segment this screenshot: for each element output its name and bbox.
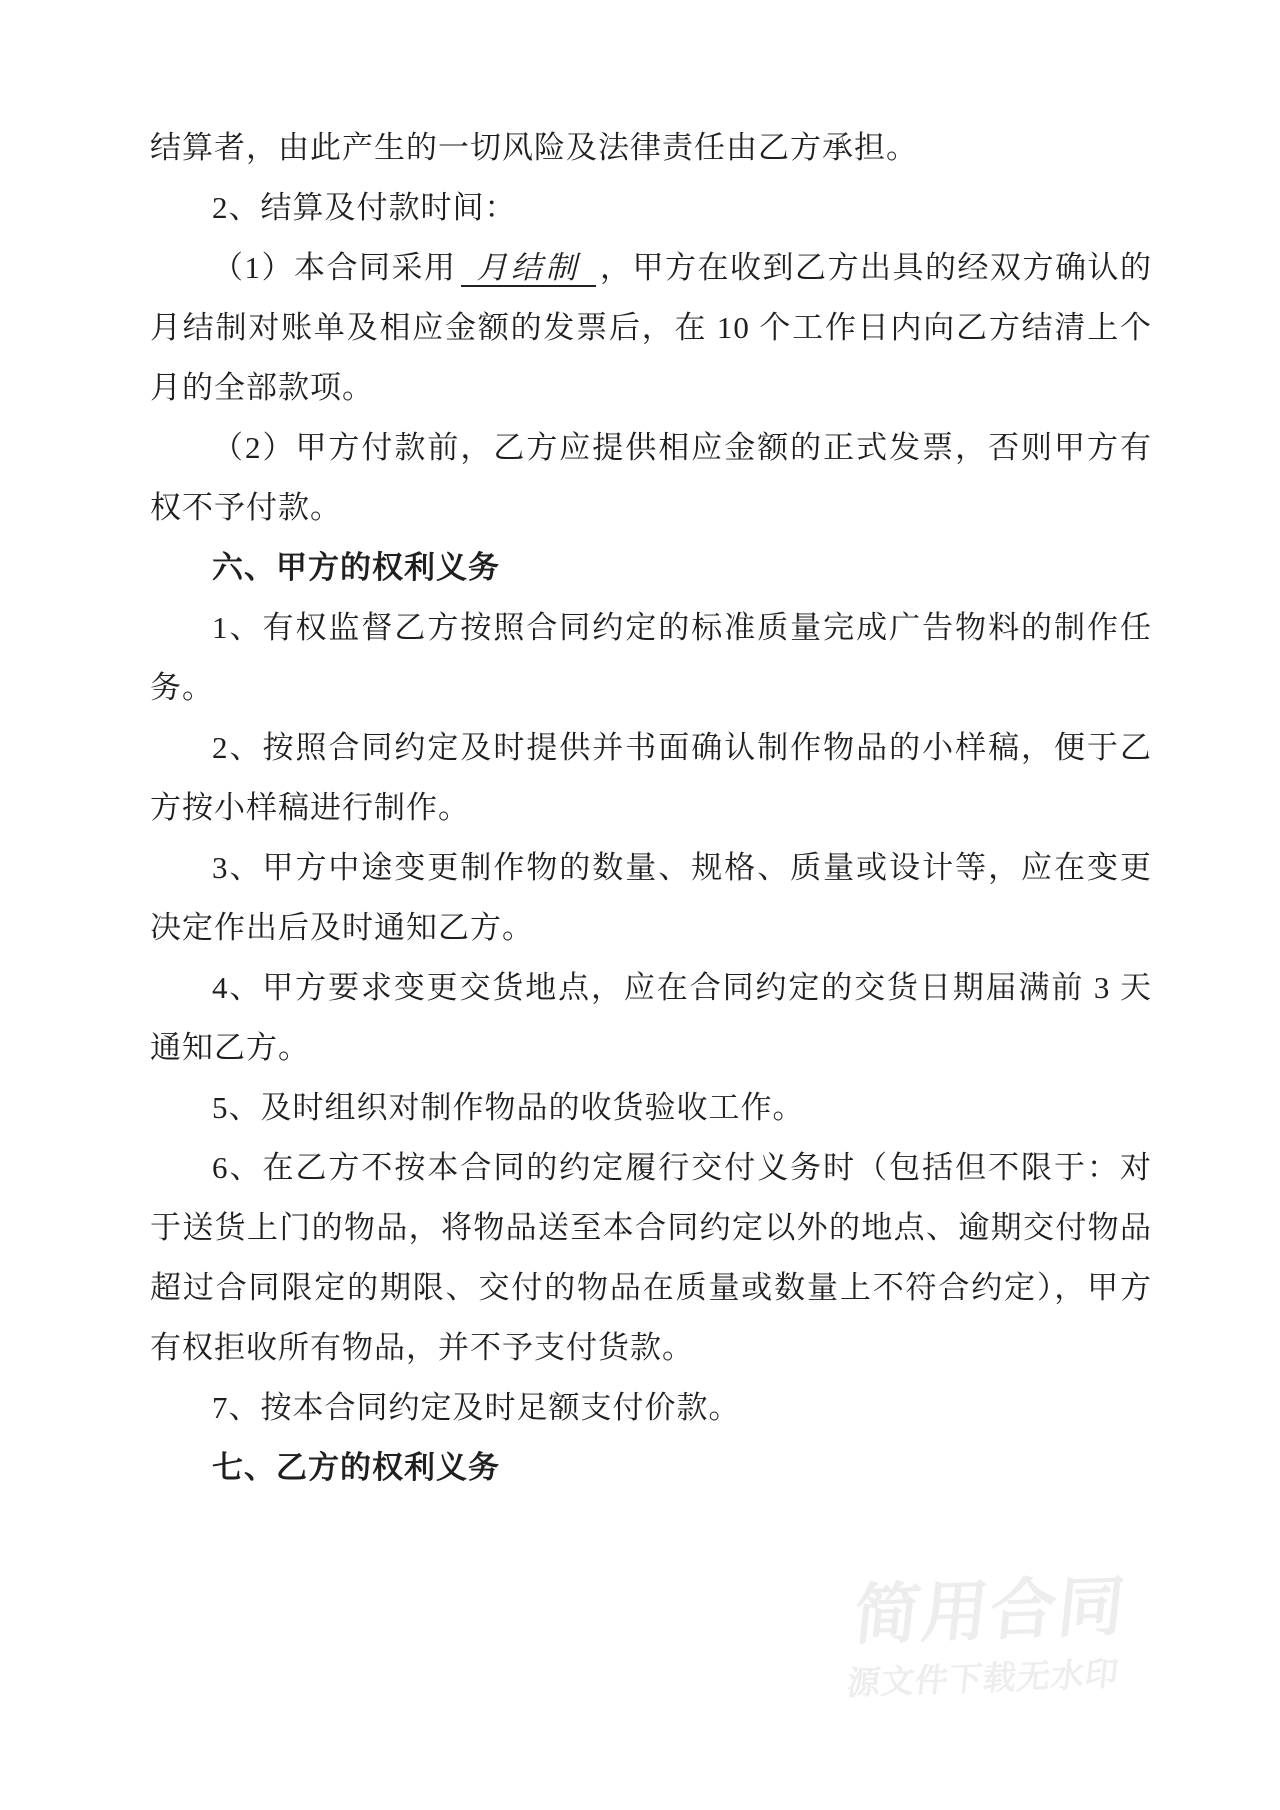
clause-6-7-full-payment: 7、按本合同约定及时足额支付价款。: [212, 1390, 741, 1425]
clause-6-3-change-notification: 3、甲方中途变更制作物的数量、规格、质量或设计等，应在变更决定作出后及时通知乙方。: [150, 850, 1152, 945]
clause-2-2-invoice-requirement: （2）甲方付款前，乙方应提供相应金额的正式发票，否则甲方有权不予付款。: [150, 430, 1152, 525]
clause-2-1-prefix: （1）本合同采用: [212, 250, 457, 285]
clause-6-2-sample-confirmation: 2、按照合同约定及时提供并书面确认制作物品的小样稿，便于乙方按小样稿进行制作。: [150, 730, 1152, 825]
watermark-logo-text: 简用合同: [850, 1568, 1131, 1653]
heading-section-7-party-b-rights: 七、乙方的权利义务: [212, 1450, 500, 1485]
clause-6-6-rejection-rights: 6、在乙方不按本合同的约定履行交付义务时（包括但不限于：对于送货上门的物品，将物品送至本合同约定以外的地点、逾期交付物品超过合同限定的期限、交付的物品在质量或数量上不符合约定），甲方有权拒收所有物品，并不予支付货款。: [150, 1150, 1152, 1365]
fill-in-settlement-method: 月结制: [461, 250, 597, 287]
clause-2-1-monthly-settlement: [150, 238, 1152, 418]
clause-6-1-supervision: 1、有权监督乙方按照合同约定的标准质量完成广告物料的制作任务。: [150, 610, 1152, 705]
clause-settlement-risk-continuation: 结算者，由此产生的一切风险及法律责任由乙方承担。: [150, 130, 918, 165]
watermark-subtitle-text: 源文件下载无水印: [845, 1654, 1121, 1702]
clause-6-5-acceptance-inspection: 5、及时组织对制作物品的收货验收工作。: [212, 1090, 805, 1125]
heading-section-6-party-a-rights: 六、甲方的权利义务: [212, 550, 500, 585]
clause-2-settlement-payment-time: 2、结算及付款时间：: [212, 190, 517, 225]
watermark: [845, 1568, 1188, 1702]
clause-2-1-suffix: ，甲方在收到乙方出具的经双方确认的月结制对账单及相应金额的发票后，在 10 个工作日内向乙方结清上个月的全部款项。: [150, 250, 1152, 405]
clause-6-4-delivery-location-change: 4、甲方要求变更交货地点，应在合同约定的交货日期届满前 3 天通知乙方。: [150, 970, 1152, 1065]
contract-body: [150, 118, 1152, 1498]
